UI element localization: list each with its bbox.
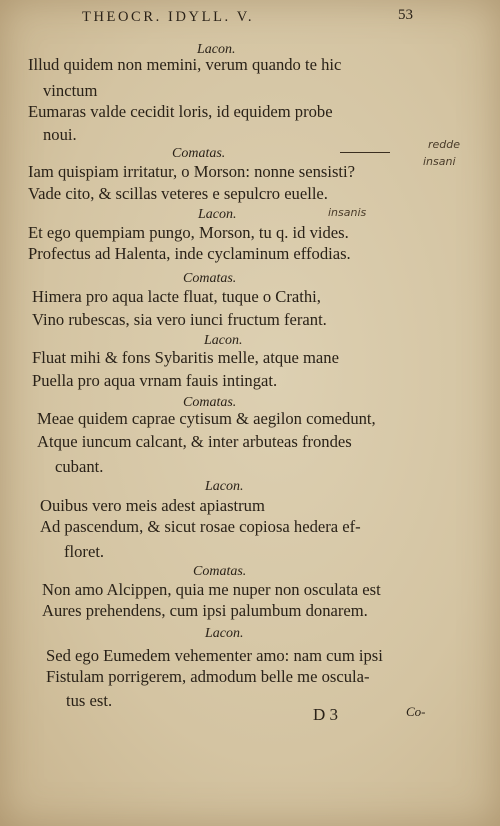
signature-mark: D 3 bbox=[313, 705, 339, 724]
verse-line: Meae quidem caprae cytisum & aegilon comedunt, bbox=[37, 409, 376, 428]
verse-line: Atque iuncum calcant, & inter arbuteas frondes bbox=[37, 432, 352, 451]
verse-line: Eumaras valde cecidit loris, id equidem probe bbox=[28, 102, 333, 121]
margin-note: redde bbox=[428, 138, 461, 151]
verse-line: Fluat mihi & fons Sybaritis melle, atque mane bbox=[32, 348, 339, 367]
speaker-label: Lacon. bbox=[205, 626, 244, 641]
speaker-label: Lacon. bbox=[205, 479, 244, 494]
verse-line: Vade cito, & scillas veteres e sepulcro euelle. bbox=[28, 184, 328, 203]
speaker-label: Comatas. bbox=[183, 271, 237, 286]
speaker-label: Comatas. bbox=[193, 564, 247, 579]
page-number: 53 bbox=[398, 7, 413, 23]
verse-line: Ad pascendum, & sicut rosae copiosa hedera ef- bbox=[40, 517, 361, 536]
verse-line: Fistulam porrigerem, admodum belle me oscula- bbox=[46, 667, 370, 686]
verse-line: Ouibus vero meis adest apiastrum bbox=[40, 496, 265, 515]
verse-line: Profectus ad Halenta, inde cyclaminum effodias. bbox=[28, 244, 351, 263]
verse-line: noui. bbox=[43, 125, 77, 144]
verse-line: Aures prehendens, cum ipsi palumbum donarem. bbox=[42, 601, 368, 620]
speaker-label: Comatas. bbox=[183, 395, 237, 410]
verse-line: floret. bbox=[64, 542, 105, 561]
verse-line: Puella pro aqua vrnam fauis intingat. bbox=[32, 371, 278, 390]
margin-note: insani bbox=[423, 155, 456, 168]
verse-line: vinctum bbox=[43, 81, 98, 100]
running-title: THEOCR. IDYLL. V. bbox=[82, 9, 255, 25]
speaker-label: Lacon. bbox=[198, 207, 237, 222]
verse-line: Non amo Alcippen, quia me nuper non osculata est bbox=[42, 580, 381, 599]
verse-line: tus est. bbox=[66, 691, 113, 710]
verse-line: Iam quispiam irritatur, o Morson: nonne sensisti? bbox=[28, 162, 356, 181]
margin-note: insanis bbox=[328, 206, 367, 219]
verse-line: Illud quidem non memini, verum quando te hic bbox=[28, 55, 342, 74]
speaker-label: Comatas. bbox=[172, 146, 226, 161]
verse-line: Sed ego Eumedem vehementer amo: nam cum ipsi bbox=[46, 646, 383, 665]
verse-line: Et ego quempiam pungo, Morson, tu q. id vides. bbox=[28, 223, 349, 242]
speaker-label: Lacon. bbox=[197, 42, 236, 57]
speaker-label: Lacon. bbox=[204, 333, 243, 348]
catchword: Co- bbox=[406, 704, 426, 719]
verse-line: cubant. bbox=[55, 457, 104, 476]
verse-line: Vino rubescas, sia vero iunci fructum ferant. bbox=[32, 310, 327, 329]
verse-line: Himera pro aqua lacte fluat, tuque o Crathi, bbox=[32, 287, 321, 306]
manuscript-stroke bbox=[340, 152, 390, 153]
